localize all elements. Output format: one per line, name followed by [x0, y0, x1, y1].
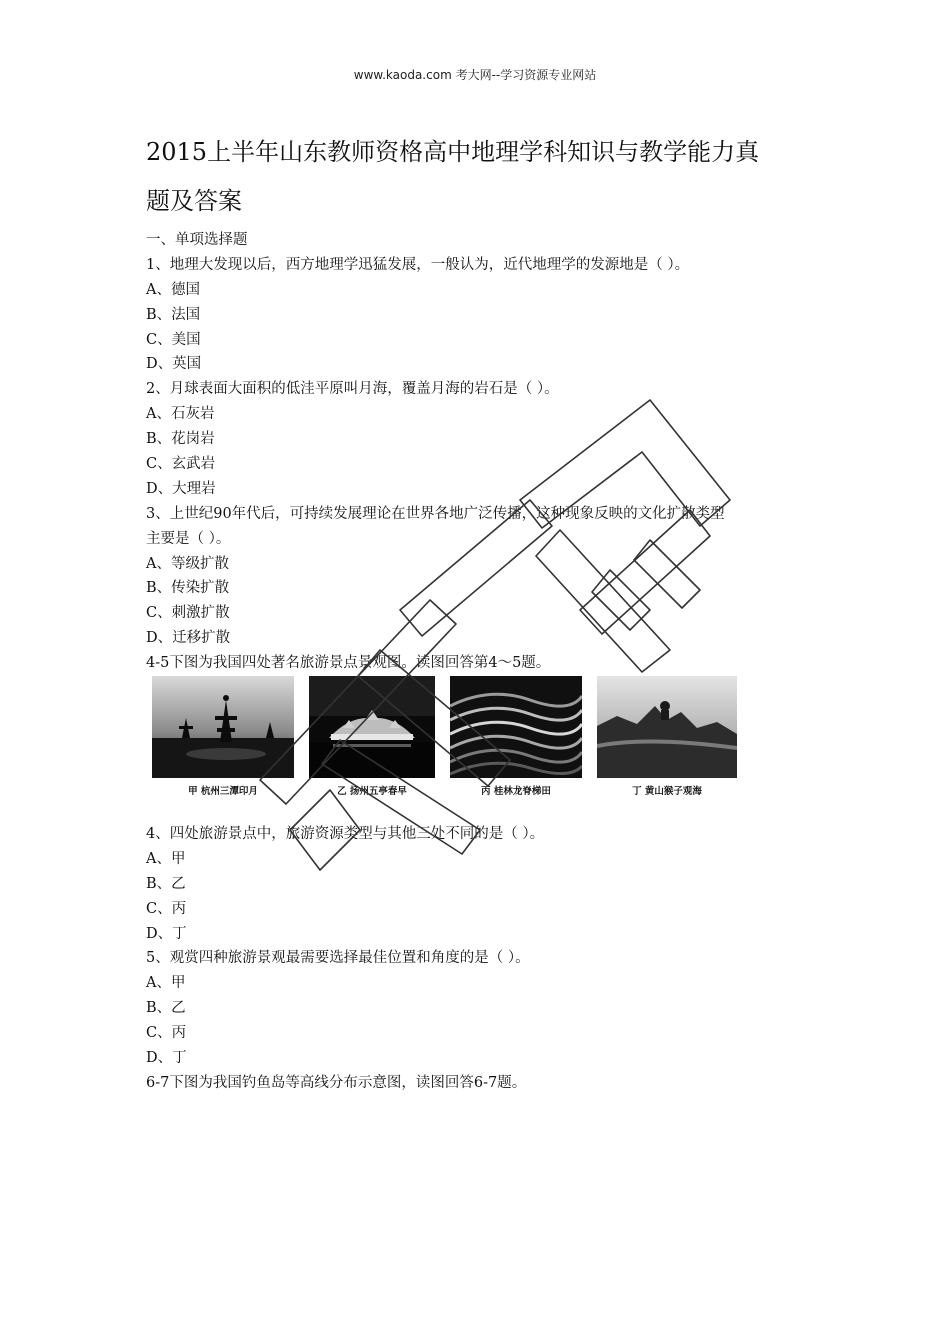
- text-line: 4-5下图为我国四处著名旅游景点景观图。读图回答第4～5题。: [146, 655, 551, 672]
- text-line: D、丁: [146, 1050, 187, 1067]
- text-line: 4、四处旅游景点中，旅游资源类型与其他三处不同的是（ ）。: [146, 826, 545, 842]
- section-questions-4-7: [146, 822, 826, 1096]
- text-line: C、丙: [146, 900, 187, 917]
- text-line: A、甲: [146, 850, 186, 867]
- text-line: A、德国: [146, 281, 200, 298]
- photo-caption: 甲 杭州三潭印月: [188, 786, 258, 797]
- pagoda-lake-photo: [152, 676, 294, 778]
- text-line: C、玄武岩: [146, 456, 216, 473]
- doc-title-line2: 题及答案: [146, 187, 242, 215]
- section-questions-1-3: [146, 228, 826, 676]
- text-line: D、大理岩: [146, 480, 216, 497]
- text-line: B、乙: [146, 875, 186, 892]
- scenic-photos: [146, 676, 746, 804]
- photo-caption: 丁 黄山猴子观海: [632, 786, 702, 797]
- text-line: B、法国: [146, 306, 201, 323]
- page-header: www.kaoda.com 考大网--学习资源专业网站: [353, 68, 597, 82]
- text-line: 5、观赏四种旅游景观最需要选择最佳位置和角度的是（ ）。: [146, 950, 530, 967]
- text-line: A、等级扩散: [146, 555, 229, 572]
- text-line: 2、月球表面大面积的低洼平原叫月海，覆盖月海的岩石是（ ）。: [146, 381, 559, 398]
- doc-title-line1: 2015上半年山东教师资格高中地理学科知识与教学能力真: [146, 138, 760, 166]
- text-line: A、甲: [146, 975, 186, 992]
- photo-yi: [309, 676, 435, 797]
- terrace-field-photo: [450, 676, 582, 778]
- text-line: C、美国: [146, 331, 201, 348]
- text-line: 1、地理大发现以后，西方地理学迅猛发展，一般认为，近代地理学的发源地是（ ）。: [146, 256, 690, 273]
- photo-ding: [597, 676, 737, 797]
- text-line: B、乙: [146, 1000, 186, 1017]
- pavilion-bridge-photo: [309, 676, 435, 778]
- text-line: 6-7下图为我国钓鱼岛等高线分布示意图，读图回答6-7题。: [146, 1074, 527, 1091]
- text-line: 3、上世纪90年代后，可持续发展理论在世界各地广泛传播，这种现象反映的文化扩散类型: [146, 505, 725, 522]
- text-line: D、迁移扩散: [146, 630, 231, 647]
- text-line: C、刺激扩散: [146, 605, 230, 622]
- text-line: 主要是（ ）。: [146, 530, 231, 547]
- text-line: D、丁: [146, 925, 187, 942]
- photo-caption: 乙 扬州五亭春早: [337, 786, 407, 797]
- photo-bing: [450, 676, 582, 797]
- text-line: D、英国: [146, 356, 202, 373]
- text-line: B、传染扩散: [146, 580, 230, 597]
- text-line: A、石灰岩: [146, 406, 215, 423]
- text-line: B、花岗岩: [146, 431, 215, 448]
- mountain-cloud-photo: [597, 676, 737, 778]
- photo-caption: 丙 桂林龙脊梯田: [481, 786, 551, 797]
- photo-jia: [152, 676, 294, 797]
- text-line: C、丙: [146, 1025, 187, 1042]
- text-line: 一、单项选择题: [146, 232, 248, 248]
